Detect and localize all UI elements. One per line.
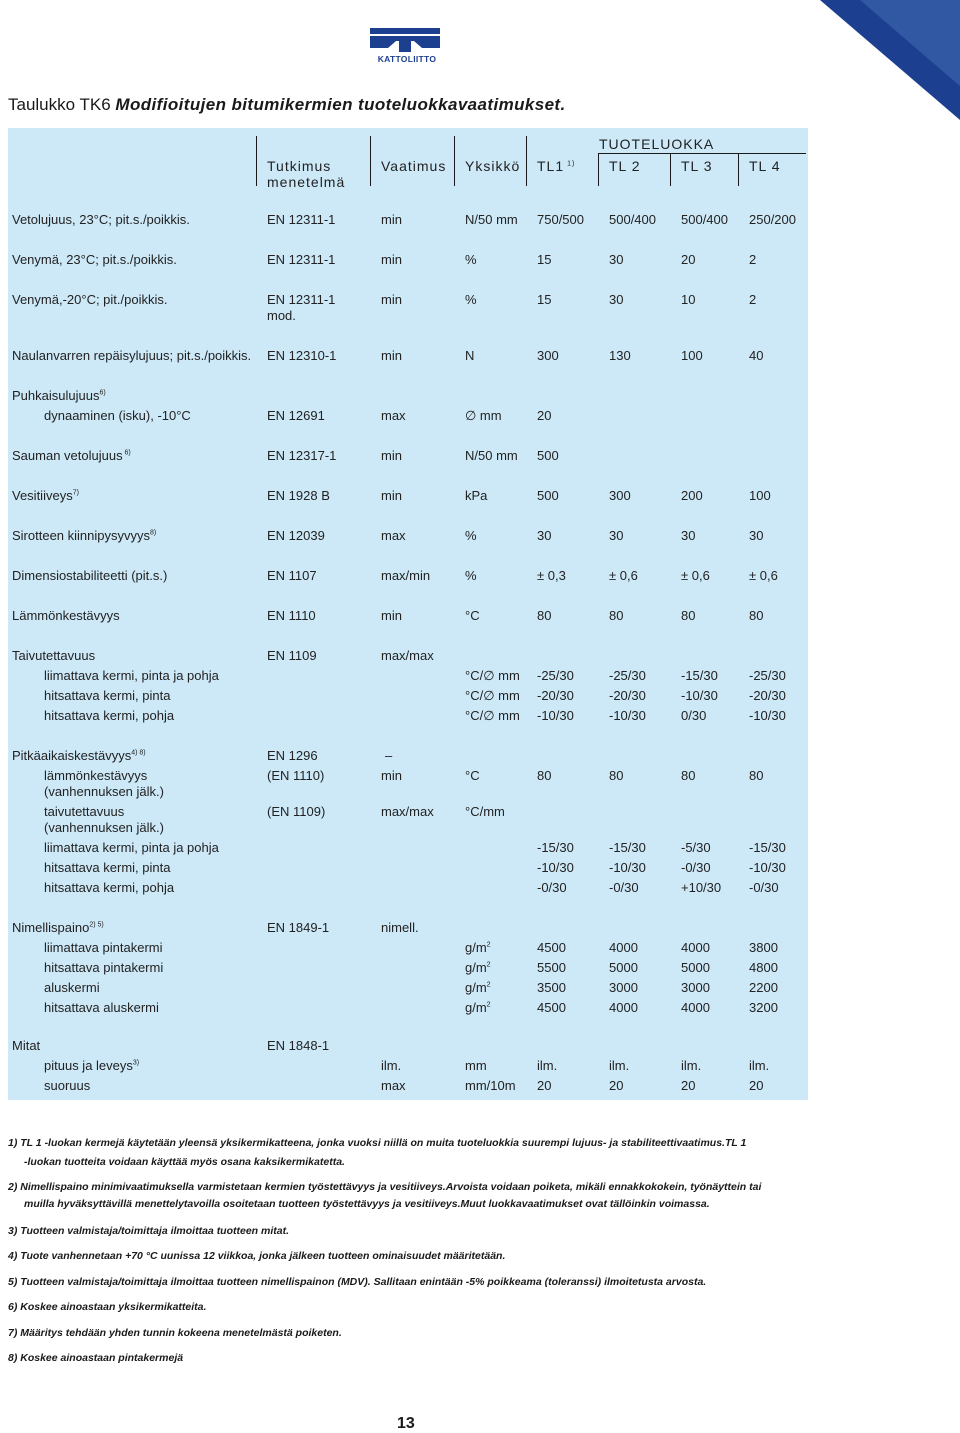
row-label: Sirotteen kiinnipysyvyys$^{8)}$ <box>12 528 157 543</box>
row-tl2: 80 <box>609 768 624 783</box>
row-unit: N <box>465 348 475 363</box>
row-method: EN 1848-1 <box>267 1038 330 1053</box>
footnote: 8) Koskee ainoastaan pintakermejä <box>8 1352 184 1364</box>
row-tl4: 30 <box>749 528 764 543</box>
row-method: EN 12311-1 <box>267 212 336 227</box>
row-tl3: -15/30 <box>681 668 718 683</box>
row-label: taivutettavuus <box>44 804 125 819</box>
row-tl4: 4800 <box>749 960 778 975</box>
header-tl4: TL 4 <box>749 158 781 174</box>
row-label: Lämmönkestävyys <box>12 608 120 623</box>
row-tl3: 4000 <box>681 1000 710 1015</box>
header-divider <box>738 154 739 186</box>
row-unit: $g/m^2$ <box>465 960 491 975</box>
row-tl3: 5000 <box>681 960 710 975</box>
row-tl3: 100 <box>681 348 703 363</box>
row-unit: % <box>465 568 477 583</box>
row-method: EN 1928 B <box>267 488 330 503</box>
row-label-2: (vanhennuksen jälk.) <box>44 820 164 835</box>
row-tl1: 5500 <box>537 960 566 975</box>
footnote: 4) Tuote vanhennetaan +70 °C uunissa 12 viikkoa, jonka jälkeen tuotteen ominaisuudet määritetään. <box>8 1250 506 1262</box>
row-tl1: 30 <box>537 528 552 543</box>
footnote: 1) TL 1 -luokan kermejä käytetään yleensä yksikermikatteena, jonka vuoksi niillä on muita tuoteluokkia suurempi lujuus- ja stabiliteettivaatimus.TL 1 <box>8 1137 747 1149</box>
header-divider <box>370 136 371 186</box>
row-tl4: 80 <box>749 608 764 623</box>
row-tl1: 750/500 <box>537 212 584 227</box>
row-unit: N/50 mm <box>465 448 518 463</box>
row-unit: ∅ mm <box>465 408 502 423</box>
row-unit: $g/m^2$ <box>465 980 491 995</box>
row-label: Taivutettavuus <box>12 648 96 663</box>
row-note: 4) 8) <box>131 749 146 757</box>
row-tl3: 20 <box>681 252 696 267</box>
header-divider <box>670 154 671 186</box>
row-tl1: 3500 <box>537 980 566 995</box>
row-label: liimattava kermi, pinta ja pohja <box>44 668 219 683</box>
row-tl1: 4500 <box>537 940 566 955</box>
row-unit: mm/10m <box>465 1078 516 1093</box>
row-label: Vesitiiveys$^{7)}$ <box>12 488 79 503</box>
row-tl4: 100 <box>749 488 771 503</box>
page-number: 13 <box>397 1415 415 1432</box>
row-tl2: ± 0,6 <box>609 568 638 583</box>
row-tl3: 3000 <box>681 980 710 995</box>
row-method: EN 12691 <box>267 408 325 423</box>
row-tl1: -10/30 <box>537 860 574 875</box>
row-tl3: ilm. <box>681 1058 702 1073</box>
row-note: 6) <box>122 449 131 457</box>
header-group-underline <box>598 153 806 154</box>
page-title <box>8 95 566 115</box>
row-method: EN 1110 <box>267 608 316 623</box>
row-tl3: 20 <box>681 1078 696 1093</box>
logo-text: KATTOLIITTO <box>377 54 437 64</box>
row-method: EN 1109 <box>267 648 317 663</box>
row-tl3: -10/30 <box>681 688 718 703</box>
row-tl4: -20/30 <box>749 688 786 703</box>
row-requirement: max/max <box>381 804 434 819</box>
row-tl2: 20 <box>609 1078 624 1093</box>
row-tl1: 80 <box>537 768 552 783</box>
row-tl1: 20 <box>537 408 552 423</box>
row-requirement: min <box>381 212 402 227</box>
row-unit: °C/∅ mm <box>465 708 520 723</box>
footnote: muilla hyväksyttävillä menettelytavoilla osoitetaan tuotteen työstettävyys ja vesitiiveys.Muut luokkavaatimukset ovat tällöinkin voimassa. <box>24 1198 710 1210</box>
row-tl3: 80 <box>681 768 696 783</box>
row-tl3: 10 <box>681 292 696 307</box>
row-tl4: ± 0,6 <box>749 568 778 583</box>
row-tl2: 30 <box>609 252 624 267</box>
row-tl1: 500 <box>537 448 559 463</box>
title-main: Modifioitujen bitumikermien tuoteluokkavaatimukset. <box>115 95 566 114</box>
row-note: 2) 5) <box>89 921 104 929</box>
row-tl1: 4500 <box>537 1000 566 1015</box>
row-unit: °C <box>465 768 480 783</box>
kattoliitto-logo <box>370 28 444 64</box>
row-tl4: 250/200 <box>749 212 796 227</box>
row-unit: kPa <box>465 488 488 503</box>
row-requirement: min <box>381 768 402 783</box>
row-unit: mm <box>465 1058 487 1073</box>
row-tl4: 2200 <box>749 980 778 995</box>
row-unit: % <box>465 292 477 307</box>
row-tl2: -20/30 <box>609 688 646 703</box>
row-label: Mitat <box>12 1038 41 1053</box>
row-unit: $g/m^2$ <box>465 940 491 955</box>
header-tl1: TL1 $^{1)}$ <box>537 158 576 174</box>
row-label: liimattava pintakermi <box>44 940 163 955</box>
row-unit: °C <box>465 608 480 623</box>
row-tl2: -25/30 <box>609 668 646 683</box>
footnote: 2) Nimellispaino minimivaatimuksella varmistetaan kermien työstettävyys ja vesitiiveys.Arvoista voidaan poiketa, mikäli ennakkokokein, työnäyttein tai <box>8 1181 762 1193</box>
row-tl3: 4000 <box>681 940 710 955</box>
row-tl2: 5000 <box>609 960 638 975</box>
footnote: 6) Koskee ainoastaan yksikermikatteita. <box>8 1301 207 1313</box>
row-requirement: max <box>381 1078 406 1093</box>
row-label: Vetolujuus, 23°C; pit.s./poikkis. <box>12 212 190 227</box>
header-tl3: TL 3 <box>681 158 713 174</box>
footnote: -luokan tuotteita voidaan käyttää myös osana kaksikermikatetta. <box>24 1156 345 1168</box>
row-tl2: 4000 <box>609 1000 638 1015</box>
row-tl3: -5/30 <box>681 840 711 855</box>
row-label: lämmönkestävyys <box>44 768 148 783</box>
row-tl1: 15 <box>537 292 552 307</box>
row-tl2: -10/30 <box>609 860 646 875</box>
row-tl3: 0/30 <box>681 708 707 723</box>
row-requirement: max <box>381 528 406 543</box>
row-tl4: -25/30 <box>749 668 786 683</box>
row-tl4: 40 <box>749 348 764 363</box>
unit-sup: 2 <box>486 981 491 989</box>
row-unit: °C/mm <box>465 804 505 819</box>
row-tl4: -0/30 <box>749 880 779 895</box>
header-method-2: menetelmä <box>267 174 346 190</box>
row-method: EN 12311-1 <box>267 292 336 307</box>
row-requirement: min <box>381 488 402 503</box>
corner-decoration <box>820 0 960 120</box>
row-label: liimattava kermi, pinta ja pohja <box>44 840 219 855</box>
row-tl4: -10/30 <box>749 860 786 875</box>
row-unit: % <box>465 528 477 543</box>
unit-sup: 2 <box>486 941 491 949</box>
row-tl3: 30 <box>681 528 696 543</box>
row-method: EN 1849-1 <box>267 920 330 935</box>
row-tl2: 3000 <box>609 980 638 995</box>
row-tl2: 130 <box>609 348 631 363</box>
header-requirement: Vaatimus <box>381 158 447 174</box>
row-tl1: 500 <box>537 488 559 503</box>
row-label: hitsattava pintakermi <box>44 960 164 975</box>
header-divider <box>256 136 257 186</box>
row-label: Puhkaisulujuus$^{6)}$ <box>12 388 106 403</box>
header-group: TUOTELUOKKA <box>599 136 715 152</box>
row-label: Naulanvarren repäisylujuus; pit.s./poikkis. <box>12 348 252 363</box>
row-tl1: 15 <box>537 252 552 267</box>
row-label-2: (vanhennuksen jälk.) <box>44 784 164 799</box>
row-tl2: -10/30 <box>609 708 646 723</box>
row-unit: N/50 mm <box>465 212 518 227</box>
row-requirement: min <box>381 608 402 623</box>
row-note: 3) <box>132 1059 140 1067</box>
footnote: 7) Määritys tehdään yhden tunnin kokeena menetelmästä poiketen. <box>8 1327 342 1339</box>
row-tl1: -10/30 <box>537 708 574 723</box>
row-tl2: 4000 <box>609 940 638 955</box>
row-method: (EN 1109) <box>267 804 326 819</box>
row-tl4: 20 <box>749 1078 764 1093</box>
row-note: 7) <box>72 489 79 497</box>
title-prefix: Taulukko TK6 <box>8 95 116 114</box>
row-note: 8) <box>150 529 157 537</box>
row-label: suoruus <box>44 1078 91 1093</box>
row-tl3: +10/30 <box>681 880 722 895</box>
row-tl2: -0/30 <box>609 880 639 895</box>
row-method: EN 12039 <box>267 528 325 543</box>
footnote: 5) Tuotteen valmistaja/toimittaja ilmoittaa tuotteen nimellispainon (MDV). Sallitaan enintään -5% poikkeama (toleranssi) ilmoitetusta arvosta. <box>8 1276 707 1288</box>
row-unit: °C/∅ mm <box>465 668 520 683</box>
row-method: EN 12311-1 <box>267 252 336 267</box>
row-requirement: min <box>381 292 402 307</box>
row-label: dynaaminen (isku), -10°C <box>44 408 191 423</box>
row-unit: % <box>465 252 477 267</box>
row-tl2: 30 <box>609 292 624 307</box>
row-tl3: 80 <box>681 608 696 623</box>
requirements-table <box>8 128 808 1100</box>
row-requirement: ilm. <box>381 1058 402 1073</box>
row-method: (EN 1110) <box>267 768 325 783</box>
row-tl4: -15/30 <box>749 840 786 855</box>
row-requirement: max/max <box>381 648 434 663</box>
row-requirement: min <box>381 348 402 363</box>
row-tl1: -15/30 <box>537 840 574 855</box>
row-tl2: 80 <box>609 608 624 623</box>
row-tl1: 20 <box>537 1078 552 1093</box>
header-method: Tutkimus <box>267 158 332 174</box>
row-method: EN 12310-1 <box>267 348 337 363</box>
row-label: Venymä, 23°C; pit.s./poikkis. <box>12 252 177 267</box>
unit-sup: 2 <box>486 961 491 969</box>
row-requirement: max <box>381 408 406 423</box>
row-label: Dimensiostabiliteetti (pit.s.) <box>12 568 168 583</box>
row-tl1: -20/30 <box>537 688 574 703</box>
row-tl4: 3800 <box>749 940 778 955</box>
row-label: hitsattava aluskermi <box>44 1000 159 1015</box>
row-tl3: 500/400 <box>681 212 728 227</box>
row-tl4: 2 <box>749 292 757 307</box>
row-tl1: -0/30 <box>537 880 567 895</box>
row-unit: $g/m^2$ <box>465 1000 491 1015</box>
logo-icon <box>370 28 440 52</box>
row-label: hitsattava kermi, pinta <box>44 688 171 703</box>
row-tl1: ilm. <box>537 1058 558 1073</box>
row-tl2: 500/400 <box>609 212 656 227</box>
row-tl4: 80 <box>749 768 764 783</box>
row-requirement: min <box>381 252 402 267</box>
unit-sup: 2 <box>486 1001 491 1009</box>
header-divider <box>454 136 455 186</box>
row-requirement: max/min <box>381 568 431 583</box>
row-note: 6) <box>99 389 106 397</box>
header-divider <box>526 136 527 186</box>
row-label: pituus ja leveys$^{3)}$ <box>44 1058 140 1073</box>
row-tl2: -15/30 <box>609 840 646 855</box>
row-tl3: 200 <box>681 488 703 503</box>
row-tl1: -25/30 <box>537 668 574 683</box>
row-label: Nimellispaino$^{2) 5)}$ <box>12 920 104 935</box>
row-tl2: 30 <box>609 528 624 543</box>
row-requirement: min <box>381 448 402 463</box>
row-label: Pitkäaikaiskestävyys$^{4) 8)}$ <box>12 748 146 763</box>
row-method-2: mod. <box>267 308 296 323</box>
row-tl4: ilm. <box>749 1058 770 1073</box>
row-requirement: nimell. <box>381 920 419 935</box>
header-tl2: TL 2 <box>609 158 641 174</box>
row-tl1: ± 0,3 <box>537 568 566 583</box>
row-method: EN 1107 <box>267 568 317 583</box>
header-unit: Yksikkö <box>465 158 521 174</box>
header-divider <box>598 154 599 186</box>
row-tl3: ± 0,6 <box>681 568 710 583</box>
row-tl3: -0/30 <box>681 860 711 875</box>
row-label: hitsattava kermi, pohja <box>44 708 175 723</box>
row-label: hitsattava kermi, pohja <box>44 880 175 895</box>
row-tl1: 300 <box>537 348 559 363</box>
row-method: EN 12317-1 <box>267 448 337 463</box>
header-tl1-note: 1) <box>564 160 576 168</box>
row-tl2: 300 <box>609 488 631 503</box>
row-tl4: 3200 <box>749 1000 778 1015</box>
row-tl1: 80 <box>537 608 552 623</box>
row-tl4: 2 <box>749 252 757 267</box>
row-method: EN 1296 <box>267 748 318 763</box>
row-label: Venymä,-20°C; pit./poikkis. <box>12 292 168 307</box>
row-label: Sauman vetolujuus $^{6)}$ <box>12 448 131 463</box>
row-tl4: -10/30 <box>749 708 786 723</box>
footnote: 3) Tuotteen valmistaja/toimittaja ilmoittaa tuotteen mitat. <box>8 1225 290 1237</box>
row-label: aluskermi <box>44 980 100 995</box>
row-label: hitsattava kermi, pinta <box>44 860 171 875</box>
row-requirement: – <box>385 748 393 763</box>
row-tl2: ilm. <box>609 1058 630 1073</box>
row-unit: °C/∅ mm <box>465 688 520 703</box>
